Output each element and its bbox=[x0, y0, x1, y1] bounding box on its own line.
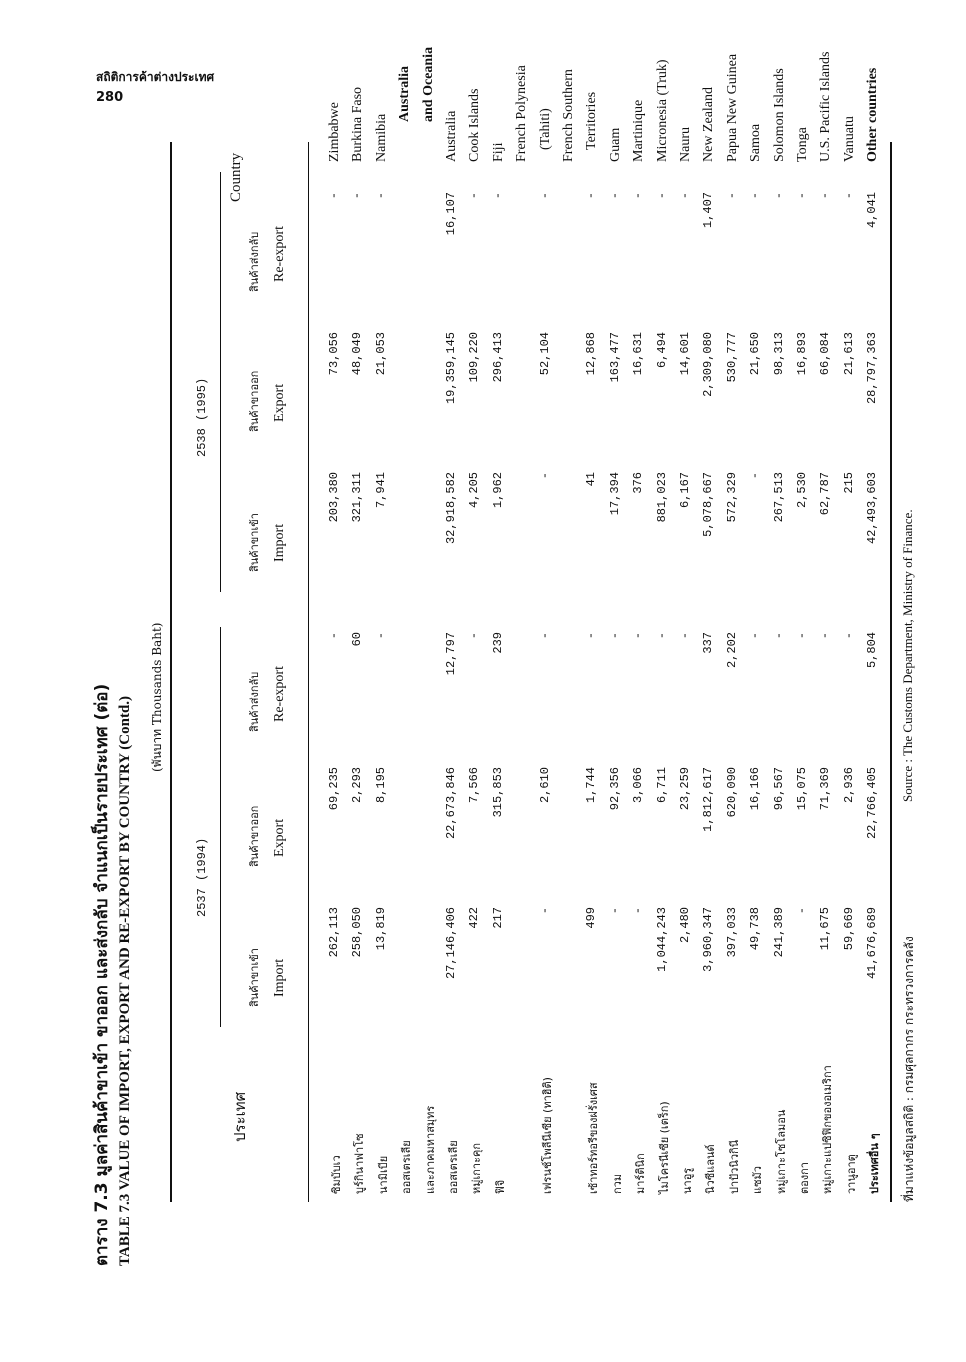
row-country-thai: เซ้าทอร์ทอรีของฝรั่งเศส bbox=[587, 1082, 601, 1194]
row-value: 2,293 bbox=[350, 767, 365, 804]
row-value: 32,918,582 bbox=[444, 472, 458, 545]
row-country-english: French Polynesia bbox=[514, 65, 530, 162]
row-value: 572,329 bbox=[724, 472, 739, 523]
row-value: - bbox=[537, 907, 552, 915]
row-country-thai: ปาปัวนิวกินี bbox=[727, 1139, 741, 1194]
row-value: 96,567 bbox=[771, 767, 786, 811]
row-country-thai: เฟรนช์โพลีนีเซีย (ทาฮิติ) bbox=[540, 1077, 554, 1194]
row-value: 4,205 bbox=[467, 472, 482, 509]
row-value: - bbox=[748, 192, 763, 200]
row-value: 499 bbox=[584, 907, 599, 929]
row-country-thai: บูร์กินาฟาโซ bbox=[353, 1133, 367, 1194]
row-country-english: Nauru bbox=[678, 127, 693, 162]
row-value: 5,804 bbox=[865, 632, 880, 669]
row-value: - bbox=[467, 192, 482, 200]
row-value: 215 bbox=[841, 472, 856, 494]
row-value: 7,941 bbox=[373, 472, 388, 509]
row-country-english: Australia bbox=[397, 66, 413, 122]
row-value: - bbox=[607, 907, 622, 915]
row-value: - bbox=[748, 472, 763, 480]
row-value: 376 bbox=[631, 472, 646, 494]
row-value: 98,313 bbox=[771, 332, 786, 376]
row-country-thai: ประเทศอื่น ๆ bbox=[868, 1133, 882, 1194]
row-country-english: Australia bbox=[444, 110, 459, 162]
row-value: 239 bbox=[490, 632, 505, 654]
row-country-thai: และภาคมหาสมุทร bbox=[423, 1105, 437, 1194]
row-country-english: U.S. Pacific Islands bbox=[818, 51, 834, 162]
row-value: 16,166 bbox=[748, 767, 763, 811]
row-value: - bbox=[607, 192, 622, 200]
row-value: 11,675 bbox=[818, 907, 833, 951]
row-country-english: Cook Islands bbox=[467, 88, 483, 162]
row-value: 23,259 bbox=[678, 767, 692, 811]
row-value: 422 bbox=[467, 907, 482, 929]
row-value: - bbox=[537, 472, 552, 480]
column-header-english: Import bbox=[272, 523, 287, 562]
row-country-thai: ซิมบับเว bbox=[330, 1155, 343, 1194]
row-country-english: Burkina Faso bbox=[350, 86, 366, 162]
row-value: 6,167 bbox=[678, 472, 692, 509]
row-value: 397,033 bbox=[724, 907, 739, 958]
row-country-thai: หมู่เกาะโซโลมอน bbox=[774, 1109, 788, 1194]
row-value: 8,195 bbox=[373, 767, 388, 804]
row-value: 2,530 bbox=[795, 472, 809, 509]
row-value: 6,494 bbox=[654, 332, 669, 369]
row-value: 2,202 bbox=[724, 632, 739, 669]
row-value: - bbox=[795, 192, 809, 200]
row-value: 620,090 bbox=[724, 767, 739, 818]
row-value: 62,787 bbox=[818, 472, 833, 516]
row-country-thai: กวม bbox=[610, 1173, 624, 1194]
row-value: 881,023 bbox=[654, 472, 669, 523]
row-value: 3,066 bbox=[631, 767, 646, 804]
row-value: 12,868 bbox=[584, 332, 599, 376]
row-country-english: Samoa bbox=[748, 123, 764, 162]
row-country-english: Micronesia (Truk) bbox=[654, 59, 670, 162]
country-header-thai: ประเทศ bbox=[233, 1091, 249, 1142]
row-value: - bbox=[841, 632, 856, 640]
row-value: - bbox=[795, 907, 809, 915]
column-header-english: Export bbox=[272, 383, 287, 422]
column-header-english: Re-export bbox=[272, 226, 287, 282]
row-value: 17,394 bbox=[607, 472, 622, 516]
row-value: 27,146,406 bbox=[444, 907, 458, 980]
row-value: 5,078,667 bbox=[701, 472, 716, 537]
row-value: 109,220 bbox=[467, 332, 482, 383]
column-header-thai: สินค้าขาเข้า bbox=[248, 948, 261, 1007]
row-value: - bbox=[537, 632, 552, 640]
table-bottom-rule bbox=[890, 142, 892, 1202]
row-country-thai: นาอูรู bbox=[681, 1167, 694, 1194]
row-country-english: Tonga bbox=[795, 127, 810, 162]
row-value: - bbox=[631, 907, 646, 915]
row-value: - bbox=[373, 632, 388, 640]
row-value: - bbox=[771, 192, 786, 200]
row-country-english: Vanuatu bbox=[841, 116, 857, 162]
row-value: 59,669 bbox=[841, 907, 856, 951]
row-value: 19,359,145 bbox=[444, 332, 458, 405]
row-value: - bbox=[490, 192, 505, 200]
row-value: - bbox=[584, 632, 599, 640]
row-value: - bbox=[771, 632, 786, 640]
column-header-thai: สินค้าส่งกลับ bbox=[248, 671, 261, 732]
page-number: 280 bbox=[96, 90, 124, 105]
row-value: - bbox=[467, 632, 482, 640]
row-country-thai: นิวซีแลนด์ bbox=[704, 1144, 718, 1194]
row-value: 13,819 bbox=[373, 907, 388, 951]
row-value: - bbox=[678, 632, 692, 640]
row-value: - bbox=[373, 192, 388, 200]
row-value: 1,744 bbox=[584, 767, 599, 804]
source-thai: ที่มาแห่งข้อมูลสถิติ : กรมศุลกากร กระทรวงการคลัง bbox=[902, 936, 916, 1202]
row-value: 203,380 bbox=[327, 472, 341, 523]
row-value: 15,075 bbox=[795, 767, 809, 811]
row-country-english: Fiji bbox=[490, 142, 506, 162]
year-1995-underline bbox=[220, 172, 221, 592]
row-value: 1,962 bbox=[490, 472, 505, 509]
row-country-english: Namibia bbox=[373, 113, 389, 162]
year-1995-header: 2538 (1995) bbox=[195, 377, 209, 457]
row-country-thai: หมู่เกาะคุก bbox=[470, 1142, 484, 1194]
row-value: 49,738 bbox=[748, 907, 763, 951]
row-value: 2,610 bbox=[537, 767, 552, 804]
column-header-thai: สินค้าขาเข้า bbox=[248, 513, 261, 572]
column-header-english: Re-export bbox=[272, 666, 287, 722]
row-country-thai: หมู่เกาะแปซิฟิกของอเมริกา bbox=[821, 1065, 835, 1194]
row-value: 22,766,405 bbox=[865, 767, 880, 840]
row-country-thai: แซมัว bbox=[751, 1166, 765, 1194]
row-country-thai: ฟิจิ bbox=[493, 1179, 507, 1194]
column-header-english: Import bbox=[272, 958, 287, 997]
row-value: 321,311 bbox=[350, 472, 365, 523]
row-value: 530,777 bbox=[724, 332, 739, 383]
column-header-thai: สินค้าขาออก bbox=[248, 370, 261, 432]
row-value: 14,601 bbox=[678, 332, 692, 376]
row-value: - bbox=[841, 192, 856, 200]
units-label: (พันบาท Thousands Baht) bbox=[150, 622, 164, 772]
row-value: 241,389 bbox=[771, 907, 786, 958]
row-value: 337 bbox=[701, 632, 716, 654]
column-header-thai: สินค้าขาออก bbox=[248, 805, 261, 867]
row-country-english: French Southern bbox=[561, 69, 576, 162]
row-value: 217 bbox=[490, 907, 505, 929]
row-value: 52,104 bbox=[537, 332, 552, 376]
country-header-english: Country bbox=[228, 152, 244, 202]
row-country-thai: ออสเตรเลีย bbox=[400, 1140, 414, 1194]
row-value: - bbox=[678, 192, 692, 200]
header-bottom-rule bbox=[308, 142, 309, 1202]
row-value: - bbox=[537, 192, 552, 200]
row-value: 41 bbox=[584, 472, 599, 487]
row-value: 2,936 bbox=[841, 767, 856, 804]
row-value: - bbox=[818, 632, 833, 640]
row-value: 163,477 bbox=[607, 332, 622, 383]
row-value: - bbox=[795, 632, 809, 640]
row-value: 71,369 bbox=[818, 767, 833, 811]
row-country-english: and Oceania bbox=[420, 46, 436, 122]
column-header-english: Export bbox=[272, 818, 287, 857]
row-value: - bbox=[724, 192, 739, 200]
row-value: 1,044,243 bbox=[654, 907, 669, 972]
row-value: - bbox=[654, 192, 669, 200]
row-value: - bbox=[327, 192, 341, 200]
row-value: 267,513 bbox=[771, 472, 786, 523]
row-country-thai: มาร์ตินิก bbox=[634, 1153, 648, 1194]
row-country-english: Martinique bbox=[631, 99, 647, 162]
row-value: 92,356 bbox=[607, 767, 622, 811]
year-1994-header: 2537 (1994) bbox=[195, 837, 209, 917]
row-value: 258,050 bbox=[350, 907, 365, 958]
row-country-english: Guam bbox=[607, 127, 623, 162]
row-value: 48,049 bbox=[350, 332, 365, 376]
row-value: 296,413 bbox=[490, 332, 505, 383]
book-title: สถิติการค้าต่างประเทศ bbox=[96, 70, 215, 84]
row-value: - bbox=[607, 632, 622, 640]
row-country-thai: ออสเตรเลีย bbox=[447, 1140, 460, 1194]
table-title-thai: ตาราง 7.3 มูลค่าสินค้าขาเข้า ขาออก และส่งกลับ จำแนกเป็นรายประเทศ (ต่อ) bbox=[92, 683, 112, 1266]
row-country-thai: ตองกา bbox=[798, 1162, 811, 1194]
row-value: 4,041 bbox=[865, 192, 880, 229]
row-value: 12,797 bbox=[444, 632, 458, 676]
row-value: 21,053 bbox=[373, 332, 388, 376]
row-value: 2,480 bbox=[678, 907, 692, 944]
row-value: 3,960,347 bbox=[701, 907, 716, 972]
row-value: 262,113 bbox=[327, 907, 341, 958]
row-value: 16,631 bbox=[631, 332, 646, 376]
row-value: 73,056 bbox=[327, 332, 341, 376]
year-1994-underline bbox=[220, 627, 221, 1027]
row-value: - bbox=[748, 632, 763, 640]
row-country-thai: นามิเบีย bbox=[376, 1155, 390, 1194]
row-country-thai: วานูอาตู bbox=[844, 1154, 858, 1194]
row-value: 16,893 bbox=[795, 332, 809, 376]
row-value: 7,566 bbox=[467, 767, 482, 804]
row-value: - bbox=[350, 192, 365, 200]
table-top-rule bbox=[170, 142, 172, 1202]
row-value: - bbox=[327, 632, 341, 640]
row-country-english: Zimbabwe bbox=[327, 102, 342, 162]
row-country-english: New Zealand bbox=[701, 86, 717, 162]
row-value: 6,711 bbox=[654, 767, 669, 804]
table-title-english: TABLE 7.3 VALUE OF IMPORT, EXPORT AND RE-EXPORT BY COUNTRY (Contd.) bbox=[117, 695, 133, 1266]
row-value: - bbox=[631, 192, 646, 200]
row-value: - bbox=[631, 632, 646, 640]
row-value: 66,084 bbox=[818, 332, 833, 376]
row-value: 42,493,603 bbox=[865, 472, 880, 545]
row-value: 2,309,080 bbox=[701, 332, 716, 397]
row-country-english: Other countries bbox=[865, 67, 881, 162]
row-value: - bbox=[584, 192, 599, 200]
row-country-english: Papua New Guinea bbox=[724, 53, 740, 162]
row-value: 16,107 bbox=[444, 192, 458, 236]
row-value: 315,853 bbox=[490, 767, 505, 818]
row-value: - bbox=[818, 192, 833, 200]
source-english: Source : The Customs Department, Ministry of Finance. bbox=[900, 509, 915, 802]
row-country-english: Solomon Islands bbox=[771, 68, 787, 162]
row-value: 28,797,363 bbox=[865, 332, 880, 405]
row-value: 1,407 bbox=[701, 192, 716, 229]
row-value: 60 bbox=[350, 632, 365, 647]
row-value: - bbox=[654, 632, 669, 640]
row-value: 1,812,617 bbox=[701, 767, 716, 832]
row-value: 69,235 bbox=[327, 767, 341, 811]
row-country-thai: ไมโครนีเซีย (เตร็ก) bbox=[657, 1101, 671, 1194]
row-value: 41,676,689 bbox=[865, 907, 880, 980]
row-value: 21,613 bbox=[841, 332, 856, 376]
row-country-english: (Tahiti) bbox=[537, 108, 553, 150]
row-value: 22,673,846 bbox=[444, 767, 458, 840]
row-value: 21,650 bbox=[748, 332, 763, 376]
column-header-thai: สินค้าส่งกลับ bbox=[248, 231, 261, 292]
row-country-english: Territories bbox=[584, 91, 600, 150]
